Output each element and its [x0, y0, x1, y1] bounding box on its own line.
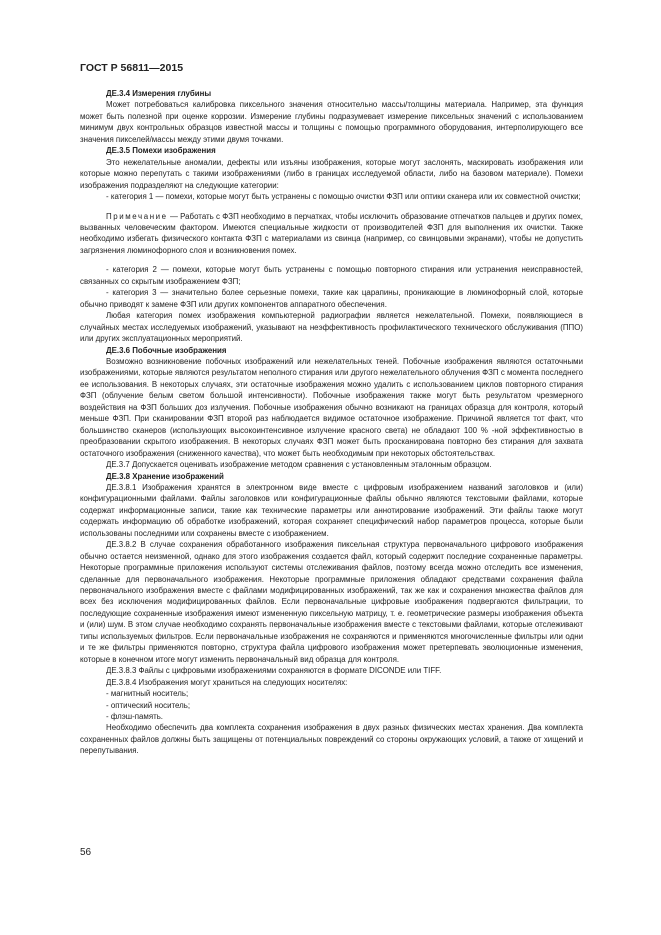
paragraph: - категория 3 — значительно более серьезные помехи, такие как царапины, проникающие в люминофорный слой, которые обычно приводят к замене ФЗП или других компонентов аппаратного обеспечения. [80, 288, 583, 309]
paragraph: - категория 2 — помехи, которые могут быть устранены с помощью повторного стирания или устранения неисправностей, связанных со скрытым изображением ФЗП; [80, 265, 583, 286]
section-heading: ДЕ.3.8 Хранение изображений [106, 471, 224, 481]
paragraph: ДЕ.3.7 Допускается оценивать изображение методом сравнения с установленным эталонным образцом. [106, 460, 492, 470]
paragraph: - категория 1 — помехи, которые могут быть устранены с помощью очистки ФЗП или оптики сканера или их совместной очистки; [106, 192, 581, 202]
paragraph: Любая категория помех изображения компьютерной радиографии является нежелательной. Помехи, появляющиеся в случайных местах исследуемых изображений, указывают на неэффективность профилактического технического обслуживания (ППО) или других эксплуатационных мероприятий. [80, 311, 583, 344]
note-label: Примечание [106, 211, 168, 221]
section-heading: ДЕ.3.6 Побочные изображения [106, 345, 227, 355]
paragraph: - оптический носитель; [106, 700, 191, 710]
paragraph: ДЕ.3.8.4 Изображения могут храниться на следующих носителях: [106, 677, 348, 687]
paragraph: Возможно возникновение побочных изображений или нежелательных теней. Побочные изображения являются остаточными изображениями, которые являются результатом неполного стирания или другого нежелательного облучения ФЗП с момента последнего ее использования. В некоторых случаях, эти остаточные изображения можно удалить с использованием циклов повторного стирания ФЗП (облучение белым светом большой интенсивности). Побочные изображения также могут быть результатом чрезмерного воздействия на ФЗП больших доз излучения. Побочные изображения обычно возникают на границах образца для контроля, который меньше ФЗП. При сканировании ФЗП второй раз наблюдается видимое остаточное изображение. Причиной является тот факт, что большинство сканеров (использующих высокоинтенсивное излучение красного света) не обладают 100 % -ной эффективностью в преобразовании скрытого изображения. В некоторых случаях ФЗП может быть просканирована повторно без стирания для захвата остаточного изображения (сниженного качества), что может быть необходимым при некоторых обстоятельствах. [80, 356, 583, 458]
paragraph: - флэш-память. [106, 712, 164, 722]
paragraph: Это нежелательные аномалии, дефекты или изъяны изображения, которые могут заслонять, маскировать изображения или которые можно перепутать с такими изображениями (либо в границах исследуемой области, либо на базовом материале). Помехи изображения подразделяют на следующие категории: [80, 157, 583, 190]
page-number: 56 [80, 847, 92, 858]
document-body [80, 88, 583, 757]
paragraph: - магнитный носитель; [106, 689, 189, 699]
note-paragraph [80, 211, 583, 257]
paragraph: ДЕ.3.8.3 Файлы с цифровыми изображениями сохраняются в формате DICONDE или TIFF. [106, 666, 442, 676]
spacer [80, 256, 583, 264]
document-header: ГОСТ Р 56811—2015 [80, 62, 184, 74]
paragraph: Необходимо обеспечить два комплекта сохранения изображения в двух разных физических местах хранения. Два комплекта сохраненных файлов должны быть защищены от потенциальных повреждений со стороны окружающих условий, а также от хищений и перепутывания. [80, 723, 583, 756]
paragraph: Может потребоваться калибровка пиксельного значения относительно массы/толщины материала. Например, эта функция может быть полезной при оценке коррозии. Измерение глубины подразумевает измерение пиксельных значений с использованием минимум двух контрольных образцов известной массы и толщины с помощью программного оборудования, интерполирующего все значения пикселей/массы между этими двумя точками. [80, 100, 583, 144]
paragraph: ДЕ.3.8.2 В случае сохранения обработанного изображения пиксельная структура первоначального цифрового изображения обычно остается неизменной, однако для этого изображения создается файл, который содержит последние сохраненные параметры. Некоторые программные приложения используют системы отслеживания файлов, поэтому всегда можно отследить все изменения, сделанные для первоначального изображения. Некоторые программные приложения обладают средствами сохранения файла первоначального изображения вместе с файлами модифицированных изображений, так же как и сохранения множества файлов для всех без исключения модифицированных файлов. Если первоначальные цифровые изображения подвергаются фильтрации, то последующие сохраненные изображения имеют измененную пиксельную матрицу, т. е. геометрические размеры изображения объекта и (или) шум. В этом случае необходимо сохранять первоначальные изображения вместе с текстовыми файлами, которые отслеживают типы используемых фильтров. Если первоначальные изображения не сохраняются и применяются многочисленные фильтры или одни и те же фильтры применяются повторно, структура файла цифрового изображения может претерпевать эволюционные изменения, которые в конечном итоге могут изменить первоначальный вид образца для контроля. [80, 540, 583, 664]
spacer [80, 203, 583, 211]
paragraph: ДЕ.3.8.1 Изображения хранятся в электронном виде вместе с цифровым изображением названий заголовков и (или) конфигурационными файлами. Файлы заголовков или конфигурационные файлы обычно являются текстовыми файлами, которые содержат информационные записи, такие как технические параметры или аннотирование изображений. Эти файлы также могут содержать информацию об обработке изображений, которая сохраняет специфический набор параметров процесса, которые были использованы последними или сохранены вместе с изображением. [80, 482, 583, 538]
note-text: — Работать с ФЗП необходимо в перчатках, чтобы исключить образование отпечатков пальцев и других помех, вызванных человеческим фактором. Имеются специальные жидкости от производителей ФЗП для выполнения их очистки. Также необходимо избегать физического контакта ФЗП с материалами из свинца (например, со свинцовыми экранами), чтобы не допустить загрязнения люминофорного слоя и возникновения помех. [80, 211, 583, 255]
section-heading: ДЕ.3.5 Помехи изображения [106, 146, 216, 156]
section-heading: ДЕ.3.4 Измерения глубины [106, 89, 212, 98]
